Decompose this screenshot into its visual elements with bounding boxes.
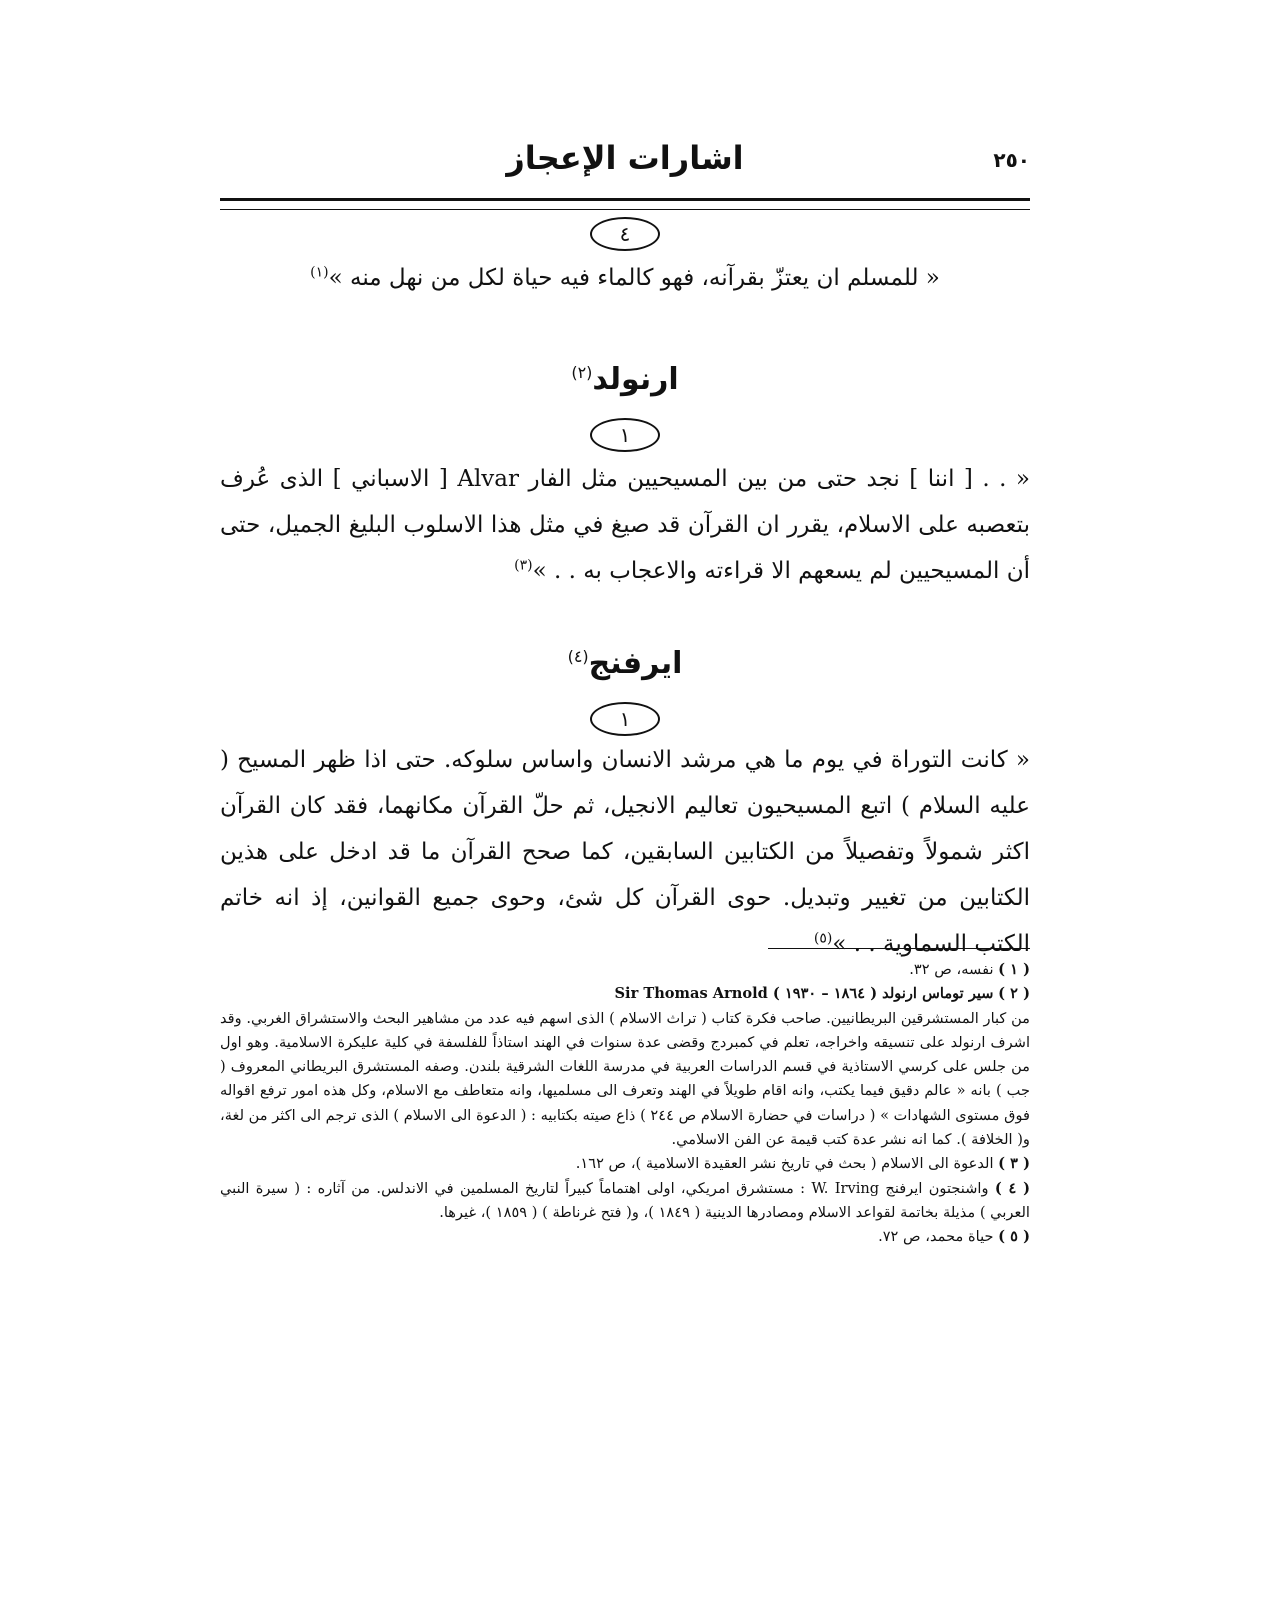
footnotes bbox=[220, 958, 1030, 1250]
footnote-title: سير توماس ارنولد ( ١٨٦٤ – ١٩٣٠ ) Sir Thomas Arnold bbox=[614, 985, 994, 1003]
footnote-rule bbox=[768, 948, 1030, 949]
section-heading-text: ايرفنج bbox=[588, 646, 683, 681]
footnote-text: حياة محمد، ص ٧٢. bbox=[878, 1228, 994, 1246]
page-header bbox=[220, 138, 1030, 188]
footnote-4 bbox=[220, 1177, 1030, 1226]
quote-number-marker: ٤ bbox=[590, 217, 660, 251]
running-title: اشارات الإعجاز bbox=[506, 139, 744, 177]
quote-text: « كانت التوراة في يوم ما هي مرشد الانسان واساس سلوكه. حتى اذا ظهر المسيح ( عليه السلام ) اتبع المسيحيون تعاليم الانجيل، ثم حلّ القرآن مكانهما، فقد كان القرآن اكثر شمولاً وتفصيلاً من الكتابين السابقين، كما صحح القرآن ما قد ادخل على هذين الكتابين من تغيير وتبديل. حوى القرآن كل شئ، وحوى جميع القوانين، إذ انه خاتم الكتب السماوية . . » bbox=[220, 747, 1030, 957]
footnote-ref: (٤) bbox=[567, 647, 589, 666]
footnote-5 bbox=[220, 1225, 1030, 1249]
header-rule bbox=[220, 198, 1030, 210]
page-number: ٢٥٠ bbox=[993, 148, 1030, 172]
quote-number-marker: ١ bbox=[590, 418, 660, 452]
section-heading-irving bbox=[220, 642, 1030, 686]
footnote-ref: (٢) bbox=[571, 363, 593, 382]
footnote-text: الدعوة الى الاسلام ( بحث في تاريخ نشر العقيدة الاسلامية )، ص ١٦٢. bbox=[575, 1155, 994, 1173]
section-heading-arnold bbox=[220, 358, 1030, 402]
footnote-number: ( ٥ ) bbox=[998, 1228, 1030, 1246]
quote-text: « . . [ اننا ] نجد حتى من بين المسيحيين مثل الفار Alvar [ الاسباني ] الذى عُرف بتعصبه على الاسلام، يقرر ان القرآن قد صيغ في مثل هذا الاسلوب البليغ الجميل، حتى أن المسيحيين لم يسعهم الا قراءته والاعجاب به . . » bbox=[220, 466, 1031, 584]
quote-paragraph bbox=[220, 255, 1030, 301]
footnote-text: واشنجتون ايرفنج W. Irving : مستشرق امريكي، اولى اهتماماً كبيراً لتاريخ المسلمين في الاندلس. من آثاره : ( سيرة النبي العربي ) مذيلة بخاتمة لقواعد الاسلام ومصادرها الدينية ( ١٨٤٩ )، و( فتح غرناطة ) ( ١٨٥٩ )، غيرها. bbox=[220, 1179, 1030, 1221]
footnote-ref: (١) bbox=[310, 264, 329, 281]
section-heading-text: ارنولد bbox=[592, 362, 679, 397]
quote-paragraph bbox=[220, 456, 1030, 594]
quote-text: « للمسلم ان يعتزّ بقرآنه، فهو كالماء فيه حياة لكل من نهل منه » bbox=[328, 265, 940, 291]
footnote-2-body bbox=[220, 1007, 1030, 1153]
footnote-number: ( ٢ ) bbox=[998, 985, 1030, 1003]
quote-paragraph bbox=[220, 737, 1030, 967]
footnote-number: ( ٤ ) bbox=[994, 1179, 1030, 1197]
footnote-text: نفسه، ص ٣٢. bbox=[909, 961, 994, 978]
footnote-ref: (٥) bbox=[813, 930, 833, 947]
footnote-3 bbox=[220, 1152, 1030, 1176]
footnote-text: من كبار المستشرقين البريطانيين. صاحب فكرة كتاب ( تراث الاسلام ) الذى اسهم فيه عدد من مشاهير البحث والاستشراق الغربي. وقد اشرف ارنولد على تنسيقه واخراجه، تعلم في كمبردج وقضى عدة سنوات في الهند استاذاً للفلسفة في كلية عليكرة الاسلامية. وهو اول من جلس على كرسي الاستاذية في قسم الدراسات العربية في مدرسة اللغات الشرقية بلندن. وصفه المستشرق البريطاني المعروف ( جب ) بانه « عالم دقيق فيما يكتب، وانه اقام طويلاً في الهند وتعرف الى مسلميها، وانه متعاطف مع الاسلام، وكل هذه امور ترفع اقواله فوق مستوى الشهادات » ( دراسات في حضارة الاسلام ص ٢٤٤ ) ذاع صيته بكتابيه : ( الدعوة الى الاسلام ) الذى ترجم الى اكثر من لغة، و( الخلافة ). كما انه نشر عدة كتب قيمة عن الفن الاسلامي. bbox=[220, 1009, 1030, 1149]
footnote-2 bbox=[220, 982, 1030, 1006]
footnote-1 bbox=[220, 958, 1030, 982]
document-page bbox=[220, 120, 1030, 1400]
footnote-number: ( ١ ) bbox=[998, 961, 1030, 978]
footnote-ref: (٣) bbox=[514, 557, 533, 574]
footnote-number: ( ٣ ) bbox=[998, 1155, 1030, 1173]
quote-number-marker: ١ bbox=[590, 702, 660, 736]
